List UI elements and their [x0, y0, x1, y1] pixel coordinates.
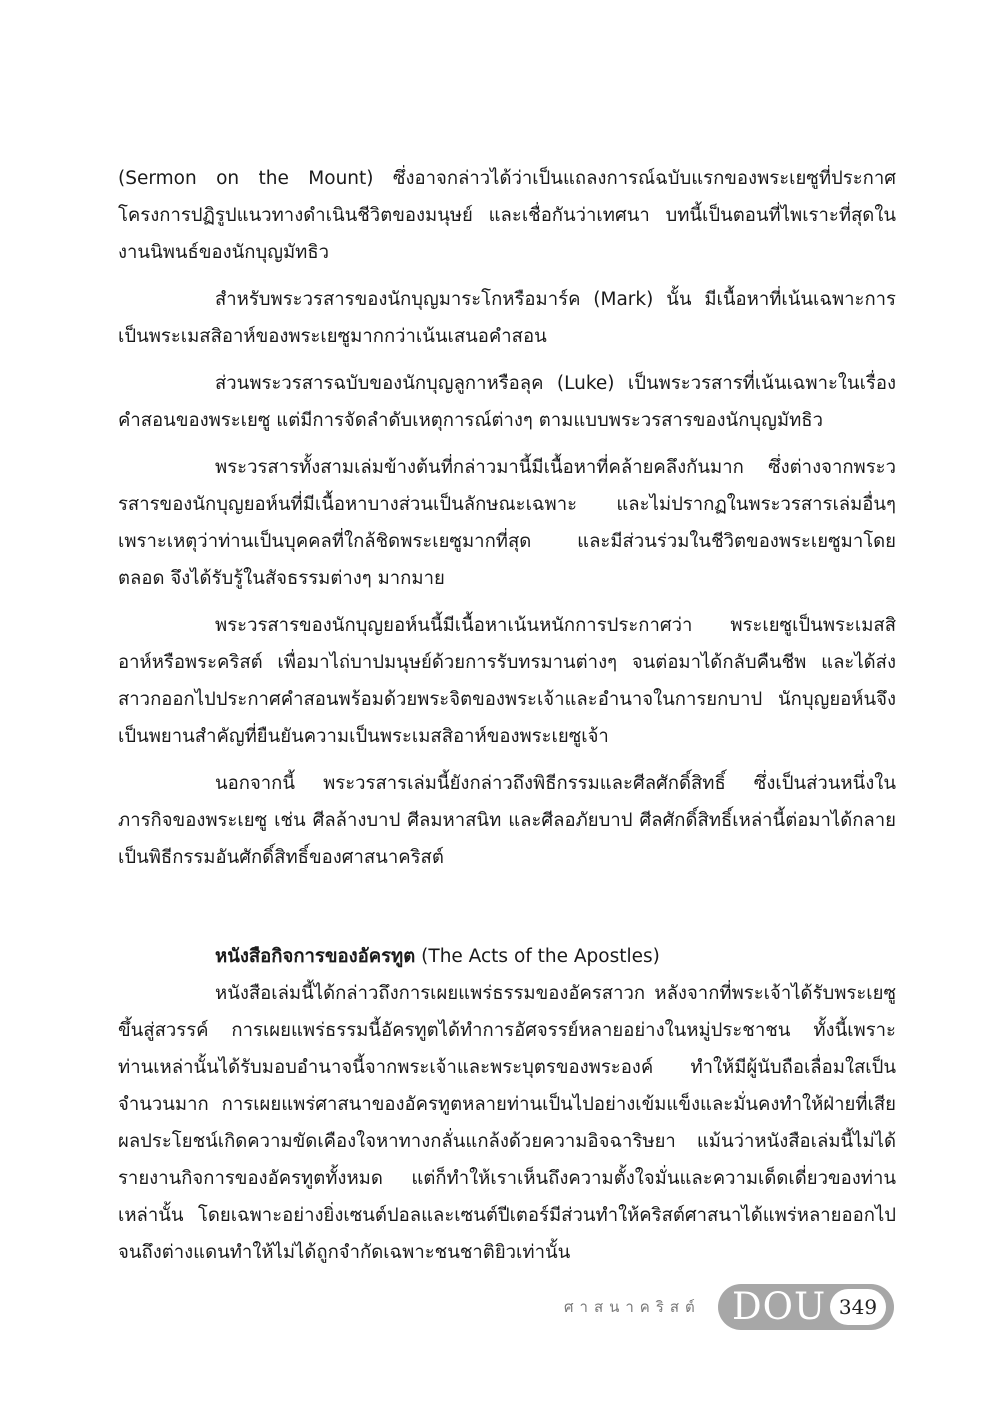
- page-number: 349: [830, 1289, 886, 1325]
- section-paragraph: หนังสือเล่มนี้ได้กล่าวถึงการเผยแพร่ธรรมของอัครสาวก หลังจากที่พระเจ้าได้รับพระเยซูขึ้นสู่สวรรค์ การเผยแพร่ธรรมนี้อัครทูตได้ทำการอัศจรรย์หลายอย่างในหมู่ประชาชน ทั้งนี้เพราะท่านเหล่านั้นได้รับมอบอำนาจนี้จากพระเจ้าและพระบุตรของพระองค์ ทำให้มีผู้นับถือเลื่อมใสเป็นจำนวนมาก การเผยแพร่ศาสนาของอัครทูตหลายท่านเป็นไปอย่างเข้มแข็งและมั่นคงทำให้ฝ่ายที่เสียผลประโยชน์เกิดความขัดเคืองใจหาทางกลั่นแกล้งด้วยความอิจฉาริษยา แม้นว่าหนังสือเล่มนี้ไม่ได้รายงานกิจการของอัครทูตทั้งหมด แต่ก็ทำให้เราเห็นถึงความตั้งใจมั่นและความเด็ดเดี่ยวของท่านเหล่านั้น โดยเฉพาะอย่างยิ่งเซนต์ปอลและเซนต์ปีเตอร์มีส่วนทำให้คริสต์ศาสนาได้แพร่หลายออกไปจนถึงต่างแดนทำให้ไม่ได้ถูกจำกัดเฉพาะชนชาติยิวเท่านั้น: [118, 983, 896, 1263]
- body-paragraph-4: พระวรสารทั้งสามเล่มข้างต้นที่กล่าวมานี้มีเนื้อหาที่คล้ายคลึงกันมาก ซึ่งต่างจากพระวรสารของนักบุญยอห์นที่มีเนื้อหาบางส่วนเป็นลักษณะเฉพาะ และไม่ปรากฏในพระวรสารเล่มอื่นๆ เพราะเหตุว่าท่านเป็นบุคคลที่ใกล้ชิดพระเยซูมากที่สุด และมีส่วนร่วมในชีวิตของพระเยซูมาโดยตลอด จึงได้รับรู้ในสัจธรรมต่างๆ มากมาย: [118, 457, 896, 589]
- footer-badge: [718, 1284, 894, 1330]
- footer-subject: ศาสนาคริสต์: [564, 1298, 701, 1316]
- body-paragraph-6: นอกจากนี้ พระวรสารเล่มนี้ยังกล่าวถึงพิธีกรรมและศีลศักดิ์สิทธิ์ ซึ่งเป็นส่วนหนึ่งในภารกิจของพระเยซู เช่น ศีลล้างบาป ศีลมหาสนิท และศีลอภัยบาป ศีลศักดิ์สิทธิ์เหล่านี้ต่อมาได้กลายเป็นพิธีกรรมอันศักดิ์สิทธิ์ของศาสนาคริสต์: [118, 773, 896, 868]
- dou-logo: DOU: [732, 1285, 827, 1328]
- body-paragraph-3: ส่วนพระวรสารฉบับของนักบุญลูกาหรือลุค (Luke) เป็นพระวรสารที่เน้นเฉพาะในเรื่องคำสอนของพระเยซู แต่มีการจัดลำดับเหตุการณ์ต่างๆ ตามแบบพระวรสารของนักบุญมัทธิว: [118, 373, 896, 431]
- body-paragraph-5: พระวรสารของนักบุญยอห์นนี้มีเนื้อหาเน้นหนักการประกาศว่า พระเยซูเป็นพระเมสสิอาห์หรือพระคริสต์ เพื่อมาไถ่บาปมนุษย์ด้วยการรับทรมานต่างๆ จนต่อมาได้กลับคืนชีพ และได้ส่งสาวกออกไปประกาศคำสอนพร้อมด้วยพระจิตของพระเจ้าและอำนาจในการยกบาป นักบุญยอห์นจึงเป็นพยานสำคัญที่ยืนยันความเป็นพระเมสสิอาห์ของพระเยซูเจ้า: [118, 615, 896, 747]
- page-content: [118, 160, 896, 1281]
- section-heading-english: (The Acts of the Apostles): [421, 946, 660, 967]
- page-footer: [560, 1284, 896, 1334]
- body-paragraph-1: (Sermon on the Mount) ซึ่งอาจกล่าวได้ว่าเป็นแถลงการณ์ฉบับแรกของพระเยซูที่ประกาศโครงการปฏิรูปแนวทางดำเนินชีวิตของมนุษย์ และเชื่อกันว่าเทศนา บทนี้เป็นตอนที่ไพเราะที่สุดในงานนิพนธ์ของนักบุญมัทธิว: [118, 168, 896, 263]
- section-heading-thai: หนังสือกิจการของอัครทูต: [215, 946, 416, 967]
- section-heading: [118, 938, 896, 975]
- body-paragraph-2: สำหรับพระวรสารของนักบุญมาระโกหรือมาร์ค (Mark) นั้น มีเนื้อหาที่เน้นเฉพาะการเป็นพระเมสสิอาห์ของพระเยซูมากกว่าเน้นเสนอคำสอน: [118, 289, 896, 347]
